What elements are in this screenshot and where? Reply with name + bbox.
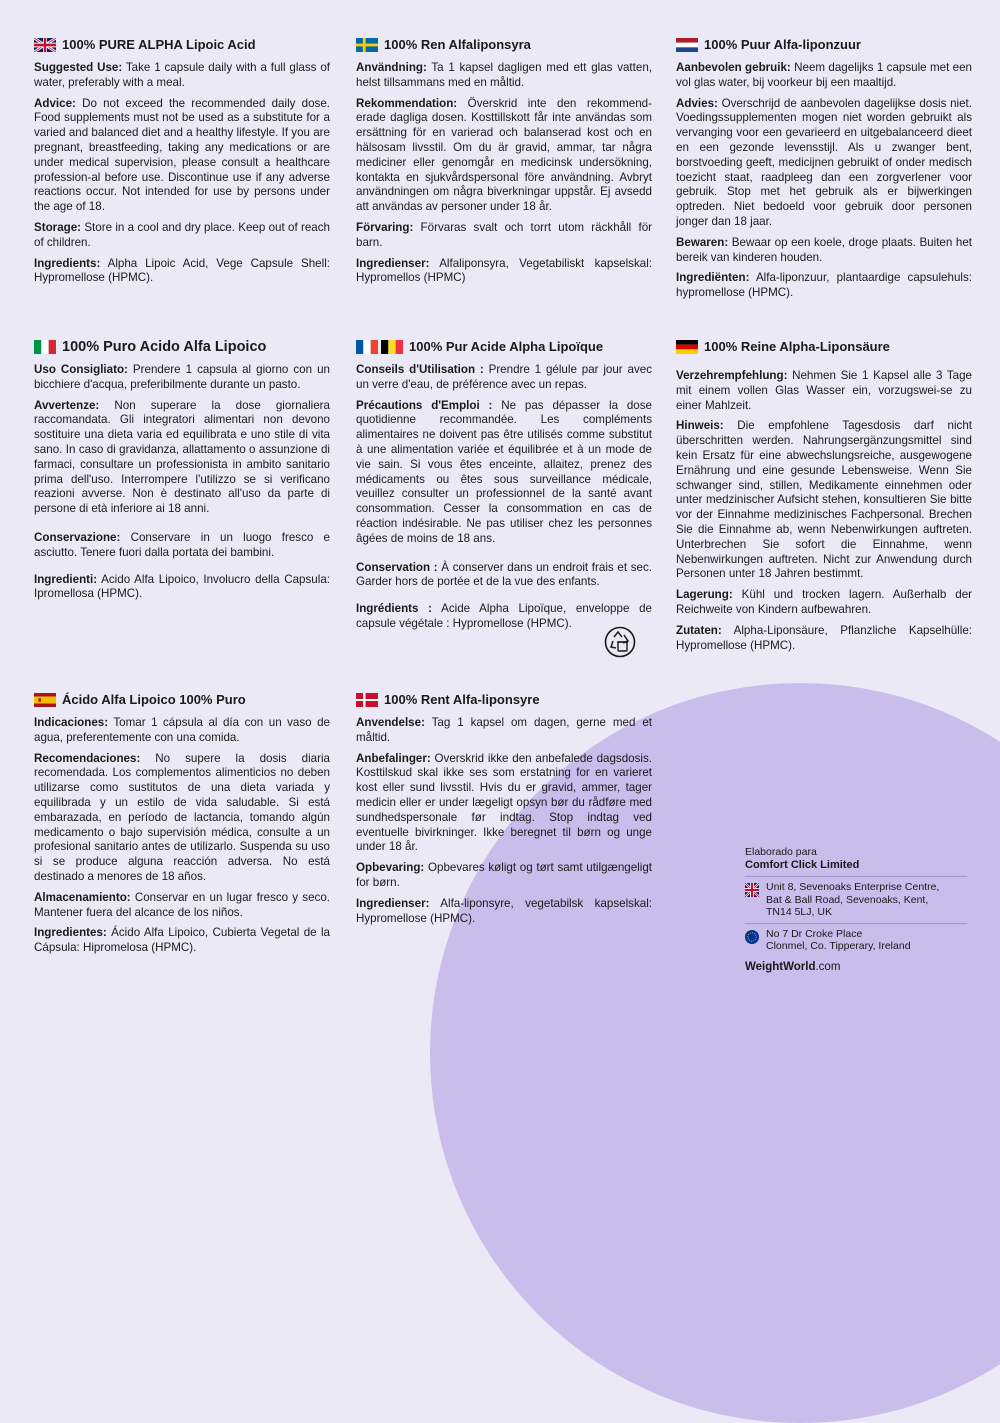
section-german xyxy=(676,339,972,659)
ireland-address xyxy=(745,923,967,957)
website: WeightWorld.com xyxy=(745,960,841,973)
advice: Recomendaciones: No supere la dosis diaria recomendada. Los complementos alimenticios no deben utilizarse como sustitutos de una dieta variada y equilibrada y un estilo de vida saludable. Si está embarazada, en período de lactancia, tomando algún medicamento o bajo supervisión médica, consulte a un profesional sanitario antes de utilizarlo. Suspenda su uso si se produce alguna reacción adversa. No está destinado a menores de 18 años. xyxy=(34,751,330,883)
advice: Advice: Do not exceed the recommended daily dose. Food supplements must not be used as a substitute for a varied and balanced diet and a healthy lifestyle. If you are pregnant, breastfeeding, taking any medications or are under medical supervision, please consult a healthcare profession-al before use. Discontinue use if any adverse reactions occur. Not intended for use by persons under the age of 18. xyxy=(34,96,330,214)
uk-address xyxy=(745,876,967,923)
section-title xyxy=(34,37,330,53)
section-title xyxy=(34,339,330,355)
suggested-use: Anvendelse: Tag 1 kapsel om dagen, gerne med et måltid. xyxy=(356,716,652,744)
title-text: 100% Rent Alfa-liponsyre xyxy=(384,691,540,707)
section-spanish xyxy=(34,692,330,962)
storage: Lagerung: Kühl und trocken lagern. Außerhalb der Reichweite von Kindern aufbewahren. xyxy=(676,588,972,616)
section-title xyxy=(676,37,972,53)
suggested-use: Indicaciones: Tomar 1 cápsula al día con un vaso de agua, preferentemente con una comida. xyxy=(34,716,330,744)
italy-flag-icon xyxy=(34,340,56,354)
suggested-use: Aanbevolen gebruik: Neem dagelijks 1 capsule met een vol glas water, bij voorkeur bij een maaltijd. xyxy=(676,61,972,89)
suggested-use: Uso Consigliato: Prendere 1 capsula al giorno con un bicchiere d'acqua, preferibilmente durante un pasto. xyxy=(34,363,330,391)
ingredients: Ingredientes: Ácido Alfa Lipoico, Cubierta Vegetal de la Cápsula: Hipromelosa (HPMC). xyxy=(34,926,330,955)
uk-flag-icon xyxy=(34,38,56,52)
germany-flag-icon xyxy=(676,340,698,354)
storage: Bewaren: Bewaar op een koele, droge plaats. Buiten het bereik van kinderen houden. xyxy=(676,235,972,264)
advice: Hinweis: Die empfohlene Tagesdosis darf nicht überschritten werden. Nahrungsergänzungsmittel sind kein Ersatz für eine abwechslungsreiche, ausgewogene Ernährung und eine gesunde Lebensweise. Wenn Sie schwanger sind, stillen, Medikamente einnehmen oder unter medzinischer Aufsicht stehen, konsultieren Sie bitte vor der Einnahme medizinisches Fachpersonal. Brechen Sie die Einnahme ab, wenn Nebenwirkungen auftreten. Unterbrechen Sie sofort die Einnahme, wenn Nebenwirkungen auftreten. Nicht zur Anwendung durch Personen unter 18 Jahren bestimmt. xyxy=(676,419,972,581)
section-title xyxy=(356,37,652,53)
manufacturer-info xyxy=(745,846,967,973)
section-french xyxy=(356,339,652,638)
advice: Précautions d'Emploi : Ne pas dépasser la dose quotidienne recommandée. Les compléments alimentaires ne doivent pas être utilisés comme substitut à une alimentation variée et équilibrée et à un mode de vie sain. Si vous êtes enceinte, allaitez, prenez des médicaments ou êtes sous surveillance médicale, veuillez consulter un professionnel de la santé avant consommation. Cesser la consommation en cas de réaction indésirable. Ne pas utiliser chez les personnes âgées de moins de 18 ans. xyxy=(356,398,652,545)
title-text: 100% Puro Acido Alfa Lipoico xyxy=(62,338,267,355)
advice: Anbefalinger: Overskrid ikke den anbefalede dagsdosis. Kosttilskud skal ikke ses som erstatning for en varieret kost eller sund livsstil. Hvis du er gravid, ammer, tager medicin eller er under lægeligt opsyn bør du rådføre med sundhedspersonale før indtag. Stop indtag ved eventuelle bivirkninger. Ikke beregnet til børn og unge under 18 år. xyxy=(356,751,652,854)
section-english xyxy=(34,37,330,292)
company-name: Comfort Click Limited xyxy=(745,858,860,871)
title-text: 100% Pur Acide Alpha Lipoïque xyxy=(409,338,604,354)
title-text: 100% Puur Alfa-liponzuur xyxy=(704,36,861,52)
title-text: Ácido Alfa Lipoico 100% Puro xyxy=(62,691,246,707)
made-for-label: Elaborado para xyxy=(745,846,817,858)
section-italian xyxy=(34,339,330,608)
section-title xyxy=(676,339,972,355)
storage: Förvaring: Förvaras svalt och torrt utom räckhåll för barn. xyxy=(356,220,652,249)
section-title xyxy=(356,692,652,708)
eu-flag-icon xyxy=(745,930,759,944)
ingredients: Ingredienti: Acido Alfa Lipoico, Involucro della Capsula: Ipromellosa (HPMC). xyxy=(34,572,330,601)
storage: Storage: Store in a cool and dry place. Keep out of reach of children. xyxy=(34,220,330,249)
address-line: Unit 8, Sevenoaks Enterprise Centre, xyxy=(766,881,940,893)
address-line: Clonmel, Co. Tipperary, Ireland xyxy=(766,940,911,952)
address-line: Bat & Ball Road, Sevenoaks, Kent, xyxy=(766,893,929,906)
uk-flag-icon xyxy=(745,883,759,897)
title-text: 100% Reine Alpha-Liponsäure xyxy=(704,338,890,354)
section-dutch xyxy=(676,37,972,307)
advice: Rekommendation: Överskrid inte den rekommend-erade dagliga dosen. Kosttillskott får inte användas som ersättning för en varierad och balanserad kost och en hälsosam livsstil. Om du är gravid, ammar, tar några mediciner eller genomgår en medicinsk undersökning, kontakta en sjukvårdspersonal före användning. Avbryt användningen om några biverkningar uppstår. Ej avsedd att användas av personer under 18 år. xyxy=(356,96,652,214)
suggested-use: Verzehrempfehlung: Nehmen Sie 1 Kapsel alle 3 Tage mit einem vollen Glas Wasser ein, vorzugswei-se zu einer Mahlzeit. xyxy=(676,369,972,412)
france-flag-icon xyxy=(356,340,378,354)
title-text: 100% PURE ALPHA Lipoic Acid xyxy=(62,36,256,52)
ingredients: Ingredients: Alpha Lipoic Acid, Vege Capsule Shell: Hypromellose (HPMC). xyxy=(34,256,330,285)
suggested-use: Användning: Ta 1 kapsel dagligen med ett glas vatten, helst tillsammans med en måltid. xyxy=(356,61,652,89)
address-line: No 7 Dr Croke Place xyxy=(766,927,863,940)
ingredients: Zutaten: Alpha-Liponsäure, Pflanzliche Kapselhülle: Hypromellose (HPMC). xyxy=(676,623,972,652)
suggested-use: Suggested Use: Take 1 capsule daily with a full glass of water, preferably with a meal. xyxy=(34,61,330,89)
ingredients: Ingrédients : Acide Alpha Lipoïque, enveloppe de capsule végétale : Hypromellose (HPMC). xyxy=(356,602,652,630)
suggested-use: Conseils d'Utilisation : Prendre 1 gélule par jour avec un verre d'eau, de préférence avec un repas. xyxy=(356,363,652,391)
recycle-bin-icon xyxy=(604,626,636,658)
sweden-flag-icon xyxy=(356,38,378,52)
advice: Advies: Overschrijd de aanbevolen dagelijkse dosis niet. Voedingssupplementen mogen niet worden gebruikt als vervanging voor een gevarieerd en uitgebalanceerd dieet en een gezonde levensstijl. Als u zwanger bent, borstvoeding geeft, medicijnen gebruikt of onder medisch toezicht staat, raadpleeg dan een zorgverlener voor gebruik. Stop met het gebruik als er bijwerkingen optreden. Niet bedoeld voor gebruik door personen jonger dan 18 jaar. xyxy=(676,96,972,228)
advice: Avvertenze: Non superare la dose giornaliera raccomandata. Gli integratori alimentari non devono sostituire una dieta varia ed equilibrata e uno stile di vita sano. In caso di gravidanza, allattamento o assunzione di farmaci, consultare un professionista in ambito sanitario prima dell'uso. Interrompere l'utilizzo se si verificano reazioni avverse. Non è destinato all'uso da parte di persone di età inferiore ai 18 anni. xyxy=(34,398,330,516)
spain-flag-icon xyxy=(34,693,56,707)
ingredients: Ingredienser: Alfa-liponsyre, vegetabilsk kapselskal: Hypromellose (HPMC). xyxy=(356,896,652,925)
section-title xyxy=(34,692,330,708)
ingredients: Ingrediënten: Alfa-liponzuur, plantaardige capsulehuls: hypromellose (HPMC). xyxy=(676,271,972,300)
title-text: 100% Ren Alfaliponsyra xyxy=(384,36,531,52)
netherlands-flag-icon xyxy=(676,38,698,52)
storage: Conservation : À conserver dans un endroit frais et sec. Garder hors de portée et de la vue des enfants. xyxy=(356,560,652,589)
section-danish xyxy=(356,692,652,932)
ingredients: Ingredienser: Alfaliponsyra, Vegetabiliskt kapselskal: Hypromellos (HPMC) xyxy=(356,256,652,285)
denmark-flag-icon xyxy=(356,693,378,707)
section-title xyxy=(356,339,652,355)
storage: Opbevaring: Opbevares køligt og tørt samt utilgængeligt for børn. xyxy=(356,861,652,889)
storage: Almacenamiento: Conservar en un lugar fresco y seco. Mantener fuera del alcance de los niños. xyxy=(34,890,330,919)
belgium-flag-icon xyxy=(381,340,403,354)
address-line: TN14 5LJ, UK xyxy=(766,906,832,918)
section-swedish xyxy=(356,37,652,292)
storage: Conservazione: Conservare in un luogo fresco e asciutto. Tenere fuori dalla portata dei bambini. xyxy=(34,530,330,559)
